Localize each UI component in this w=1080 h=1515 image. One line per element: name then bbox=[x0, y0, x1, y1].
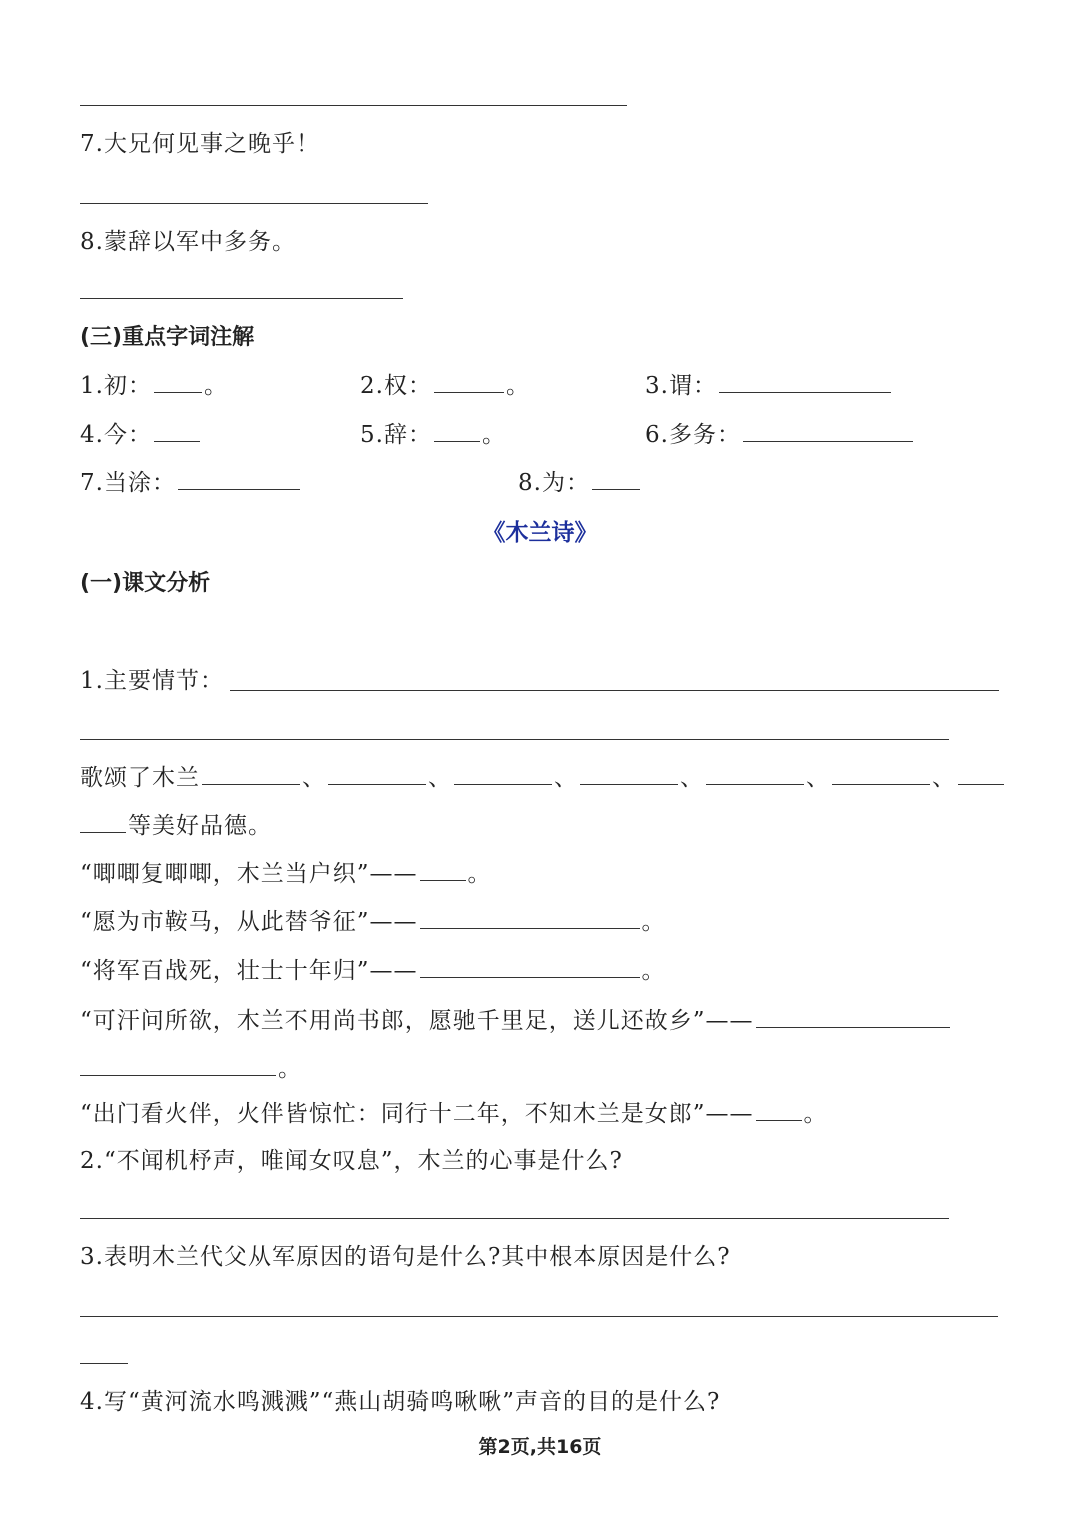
praise-line: 歌颂了木兰 、 、 、 、 、 、 bbox=[80, 762, 1000, 794]
praise-blank[interactable] bbox=[706, 762, 804, 785]
answer-line[interactable] bbox=[80, 298, 403, 299]
section-heading: (三)重点字词注解 bbox=[80, 325, 255, 350]
vocab-item bbox=[518, 467, 642, 499]
vocab-label: 2.权： bbox=[360, 373, 432, 399]
question-3: 3.表明木兰代父从军原因的语句是什么?其中根本原因是什么? bbox=[80, 1244, 731, 1270]
vocab-blank[interactable] bbox=[719, 370, 891, 393]
vocab-item: 1.初： 。 bbox=[80, 370, 228, 402]
section-heading: (一)课文分析 bbox=[80, 571, 211, 596]
vocab-label: 5.辞： bbox=[360, 422, 432, 448]
vocab-blank[interactable] bbox=[154, 370, 202, 393]
quote-line: “出门看火伴，火伴皆惊忙：同行十二年，不知木兰是女郎”—— 。 bbox=[80, 1098, 828, 1130]
vocab-item bbox=[80, 467, 302, 499]
quote-line: “唧唧复唧唧，木兰当户织”—— 。 bbox=[80, 858, 492, 890]
question-1-label: 1.主要情节： bbox=[80, 668, 224, 694]
vocab-item: 2.权： 。 bbox=[360, 370, 530, 402]
praise-blank[interactable] bbox=[958, 762, 1004, 785]
vocab-label: 3.谓： bbox=[645, 373, 717, 399]
answer-line[interactable] bbox=[80, 203, 428, 204]
question-4: 4.写“黄河流水鸣溅溅”“燕山胡骑鸣啾啾”声音的目的是什么? bbox=[80, 1389, 721, 1415]
quote-line: “将军百战死，壮士十年归”—— 。 bbox=[80, 955, 666, 987]
vocab-label: 8.为： bbox=[518, 470, 590, 496]
quote-blank[interactable] bbox=[420, 858, 466, 881]
praise-line-2: 等美好品德。 bbox=[80, 810, 272, 842]
praise-blank[interactable] bbox=[580, 762, 678, 785]
quote-blank[interactable] bbox=[756, 1098, 802, 1121]
vocab-item bbox=[645, 419, 915, 451]
page-number: 第2页,共16页 bbox=[478, 1436, 602, 1458]
quote-blank[interactable] bbox=[756, 1005, 950, 1028]
question-7: 7.大兄何见事之晚乎！ bbox=[80, 131, 320, 157]
question-2: 2.“不闻机杼声，唯闻女叹息”，木兰的心事是什么? bbox=[80, 1148, 623, 1174]
vocab-blank[interactable] bbox=[154, 419, 200, 442]
vocab-blank[interactable] bbox=[743, 419, 913, 442]
quote-blank[interactable] bbox=[80, 1053, 276, 1076]
praise-blank[interactable] bbox=[80, 810, 126, 833]
vocab-item bbox=[645, 370, 893, 402]
vocab-label: 7.当涂： bbox=[80, 470, 176, 496]
praise-blank[interactable] bbox=[454, 762, 552, 785]
question-8: 8.蒙辞以军中多务。 bbox=[80, 229, 296, 255]
vocab-label: 1.初： bbox=[80, 373, 152, 399]
quote-blank[interactable] bbox=[420, 955, 640, 978]
quote-blank[interactable] bbox=[420, 906, 640, 929]
answer-line[interactable] bbox=[80, 1363, 128, 1364]
vocab-blank[interactable] bbox=[434, 419, 480, 442]
answer-line[interactable] bbox=[230, 690, 999, 691]
vocab-blank[interactable] bbox=[178, 467, 300, 490]
vocab-item: 5.辞： 。 bbox=[360, 419, 506, 451]
answer-line[interactable] bbox=[80, 1218, 949, 1219]
vocab-blank[interactable] bbox=[434, 370, 504, 393]
answer-line[interactable] bbox=[80, 739, 949, 740]
praise-blank[interactable] bbox=[202, 762, 300, 785]
vocab-item bbox=[80, 419, 202, 451]
answer-line[interactable] bbox=[80, 1316, 998, 1317]
praise-blank[interactable] bbox=[832, 762, 930, 785]
quote-line-cont: 。 bbox=[80, 1053, 302, 1085]
poem-title: 《木兰诗》 bbox=[482, 520, 598, 546]
quote-line: “可汗问所欲，木兰不用尚书郎，愿驰千里足，送儿还故乡”—— bbox=[80, 1005, 1000, 1037]
quote-line: “愿为市鞍马，从此替爷征”—— 。 bbox=[80, 906, 666, 938]
vocab-label: 4.今： bbox=[80, 422, 152, 448]
praise-blank[interactable] bbox=[328, 762, 426, 785]
vocab-blank[interactable] bbox=[592, 467, 640, 490]
answer-line[interactable] bbox=[80, 105, 627, 106]
vocab-label: 6.多务： bbox=[645, 422, 741, 448]
